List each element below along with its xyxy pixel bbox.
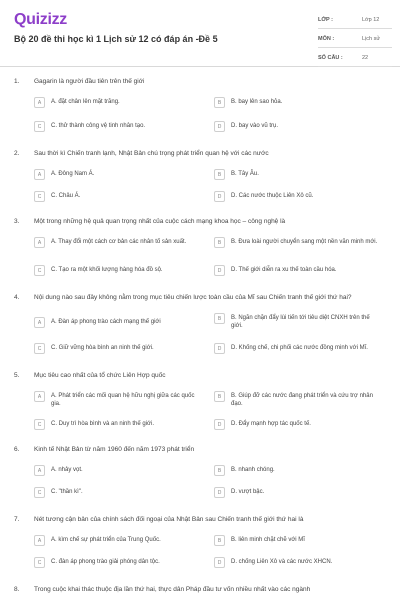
meta-value: Lớp 12 [362, 17, 380, 23]
option-d[interactable] [214, 488, 384, 498]
option-text: A. Đông Nam Á. [51, 171, 95, 177]
meta-label: LỚP : [318, 17, 333, 23]
option-text: D. Khống chế, chi phối các nước đồng minh với Mĩ. [231, 345, 368, 351]
option-text: C. đàn áp phong trào giải phóng dân tộc. [51, 559, 160, 565]
document-meta [318, 12, 392, 69]
question-number: 3. [14, 218, 20, 225]
option-text: B. nhanh chóng. [231, 467, 275, 473]
option-a[interactable] [34, 170, 204, 180]
question-text: Nét tương cận bản của chính sách đối ngoại của Nhật Bản sau Chiến tranh thế giới thứ hai là [34, 516, 304, 523]
meta-row-question-count [318, 50, 392, 67]
option-letter-badge: D [214, 487, 225, 498]
option-letter-badge: D [214, 191, 225, 202]
option-text: A. Đàn áp phong trào cách mạng thế giới [51, 319, 161, 325]
question-number: 5. [14, 372, 20, 379]
option-letter-badge: A [34, 465, 45, 476]
question-text: Trong cuộc khai thác thuộc địa lần thứ hai, thực dân Pháp đầu tư vốn nhiều nhất vào các ngành [34, 586, 311, 593]
option-letter-badge: B [214, 535, 225, 546]
option-b[interactable] [214, 466, 384, 476]
option-text: B. bay lên sao hỏa. [231, 99, 283, 105]
option-letter-badge: C [34, 343, 45, 354]
question-number: 6. [14, 446, 20, 453]
option-text: C. thử thành công vệ tinh nhân tạo. [51, 123, 146, 129]
option-a[interactable] [34, 318, 204, 328]
meta-label: MÔN : [318, 36, 335, 42]
option-letter-badge: B [214, 465, 225, 476]
question-text: Kinh tế Nhật Bản từ năm 1960 đến năm 1973 phát triển [34, 446, 195, 453]
question-text: Nội dung nào sau đây không nằm trong mục tiêu chiến lược toàn cầu của Mĩ sau Chiến tranh thế giới thứ hai? [34, 294, 352, 301]
option-letter-badge: B [214, 313, 225, 324]
option-letter-badge: B [214, 237, 225, 248]
option-c[interactable] [34, 122, 204, 132]
question-number: 8. [14, 586, 20, 593]
option-letter-badge: C [34, 265, 45, 276]
option-letter-badge: B [214, 169, 225, 180]
option-d[interactable] [214, 192, 384, 202]
option-d[interactable] [214, 420, 384, 430]
meta-row-subject [318, 31, 392, 48]
question-number: 4. [14, 294, 20, 301]
option-text: D. bay vào vũ trụ. [231, 123, 279, 129]
option-d[interactable] [214, 266, 384, 276]
option-b[interactable] [214, 238, 384, 248]
document-header [0, 0, 400, 67]
option-text: B. Giúp đỡ các nước đang phát triển và cứu trợ nhân đạo. [231, 393, 373, 407]
option-text: A. đặt chân lên mặt trăng. [51, 99, 120, 105]
option-text: D. vượt bậc. [231, 489, 265, 495]
option-text: D. Thế giới diễn ra xu thế toàn cầu hóa. [231, 267, 337, 273]
option-c[interactable] [34, 192, 204, 202]
option-text: B. liên minh chặt chẽ với Mĩ [231, 537, 305, 543]
option-b[interactable] [214, 314, 384, 330]
option-b[interactable] [214, 536, 384, 546]
option-letter-badge: A [34, 237, 45, 248]
option-text: A. Thay đổi một cách cơ bản các nhân tố sản xuất. [51, 239, 187, 245]
option-a[interactable] [34, 392, 204, 408]
option-a[interactable] [34, 466, 204, 476]
option-letter-badge: D [214, 557, 225, 568]
question-text: Một trong những hệ quả quan trọng nhất của cuộc cách mạng khoa học – công nghệ là [34, 218, 286, 225]
option-d[interactable] [214, 344, 384, 354]
option-a[interactable] [34, 238, 204, 248]
option-letter-badge: C [34, 121, 45, 132]
option-text: B. Tây Âu. [231, 171, 259, 177]
meta-row-grade [318, 12, 392, 29]
option-letter-badge: C [34, 419, 45, 430]
option-c[interactable] [34, 344, 204, 354]
meta-label: SỐ CÂU : [318, 55, 343, 61]
option-d[interactable] [214, 122, 384, 132]
option-text: C. Châu Á. [51, 193, 81, 199]
option-text: D. chống Liên Xô và các nước XHCN. [231, 559, 333, 565]
option-letter-badge: B [214, 391, 225, 402]
option-letter-badge: C [34, 191, 45, 202]
option-text: C. Duy trì hòa bình và an ninh thế giới. [51, 421, 154, 427]
option-letter-badge: A [34, 317, 45, 328]
question-text: Sau thời kì Chiến tranh lạnh, Nhật Bản chú trọng phát triển quan hệ với các nước [34, 150, 269, 157]
option-letter-badge: C [34, 557, 45, 568]
option-d[interactable] [214, 558, 384, 568]
option-b[interactable] [214, 98, 384, 108]
option-text: B. Ngăn chặn đẩy lùi tiến tới tiêu diệt CNXH trên thế giới. [231, 315, 370, 329]
option-letter-badge: D [214, 265, 225, 276]
option-letter-badge: A [34, 391, 45, 402]
option-text: B. Đưa loài người chuyển sang một nền văn minh mới. [231, 239, 378, 245]
option-text: C. Giữ vững hòa bình an ninh thế giới. [51, 345, 154, 351]
option-text: D. Các nước thuộc Liên Xô cũ. [231, 193, 314, 199]
option-c[interactable] [34, 420, 204, 430]
option-text: A. kìm chế sự phát triển của Trung Quốc. [51, 537, 161, 543]
document-title: Bộ 20 đề thi học kì 1 Lịch sử 12 có đáp án -Đề 5 [14, 34, 218, 44]
option-text: C. "thần kì". [51, 489, 83, 495]
option-text: C. Tạo ra một khối lượng hàng hóa đồ sộ. [51, 267, 163, 273]
option-letter-badge: D [214, 343, 225, 354]
option-a[interactable] [34, 98, 204, 108]
meta-value: Lịch sử [362, 36, 381, 42]
question-number: 7. [14, 516, 20, 523]
option-letter-badge: A [34, 97, 45, 108]
option-letter-badge: A [34, 169, 45, 180]
option-letter-badge: D [214, 121, 225, 132]
quizizz-logo: Quizizz [14, 11, 68, 28]
option-text: A. nhảy vọt. [51, 467, 83, 473]
option-letter-badge: A [34, 535, 45, 546]
option-letter-badge: B [214, 97, 225, 108]
question-text: Gagarin là người đầu tiên trên thế giới [34, 78, 145, 85]
option-b[interactable] [214, 392, 384, 408]
question-text: Mục tiêu cao nhất của tổ chức Liên Hợp quốc [34, 372, 166, 379]
meta-value: 22 [362, 55, 369, 61]
option-text: A. Phát triển các mối quan hệ hữu nghị giữa các quốc gia. [51, 393, 195, 407]
option-c[interactable] [34, 266, 204, 276]
option-c[interactable] [34, 488, 204, 498]
option-text: D. Đẩy mạnh hợp tác quốc tế. [231, 421, 311, 427]
question-number: 2. [14, 150, 20, 157]
option-letter-badge: C [34, 487, 45, 498]
question-number: 1. [14, 78, 20, 85]
option-c[interactable] [34, 558, 204, 568]
option-b[interactable] [214, 170, 384, 180]
option-a[interactable] [34, 536, 204, 546]
option-letter-badge: D [214, 419, 225, 430]
